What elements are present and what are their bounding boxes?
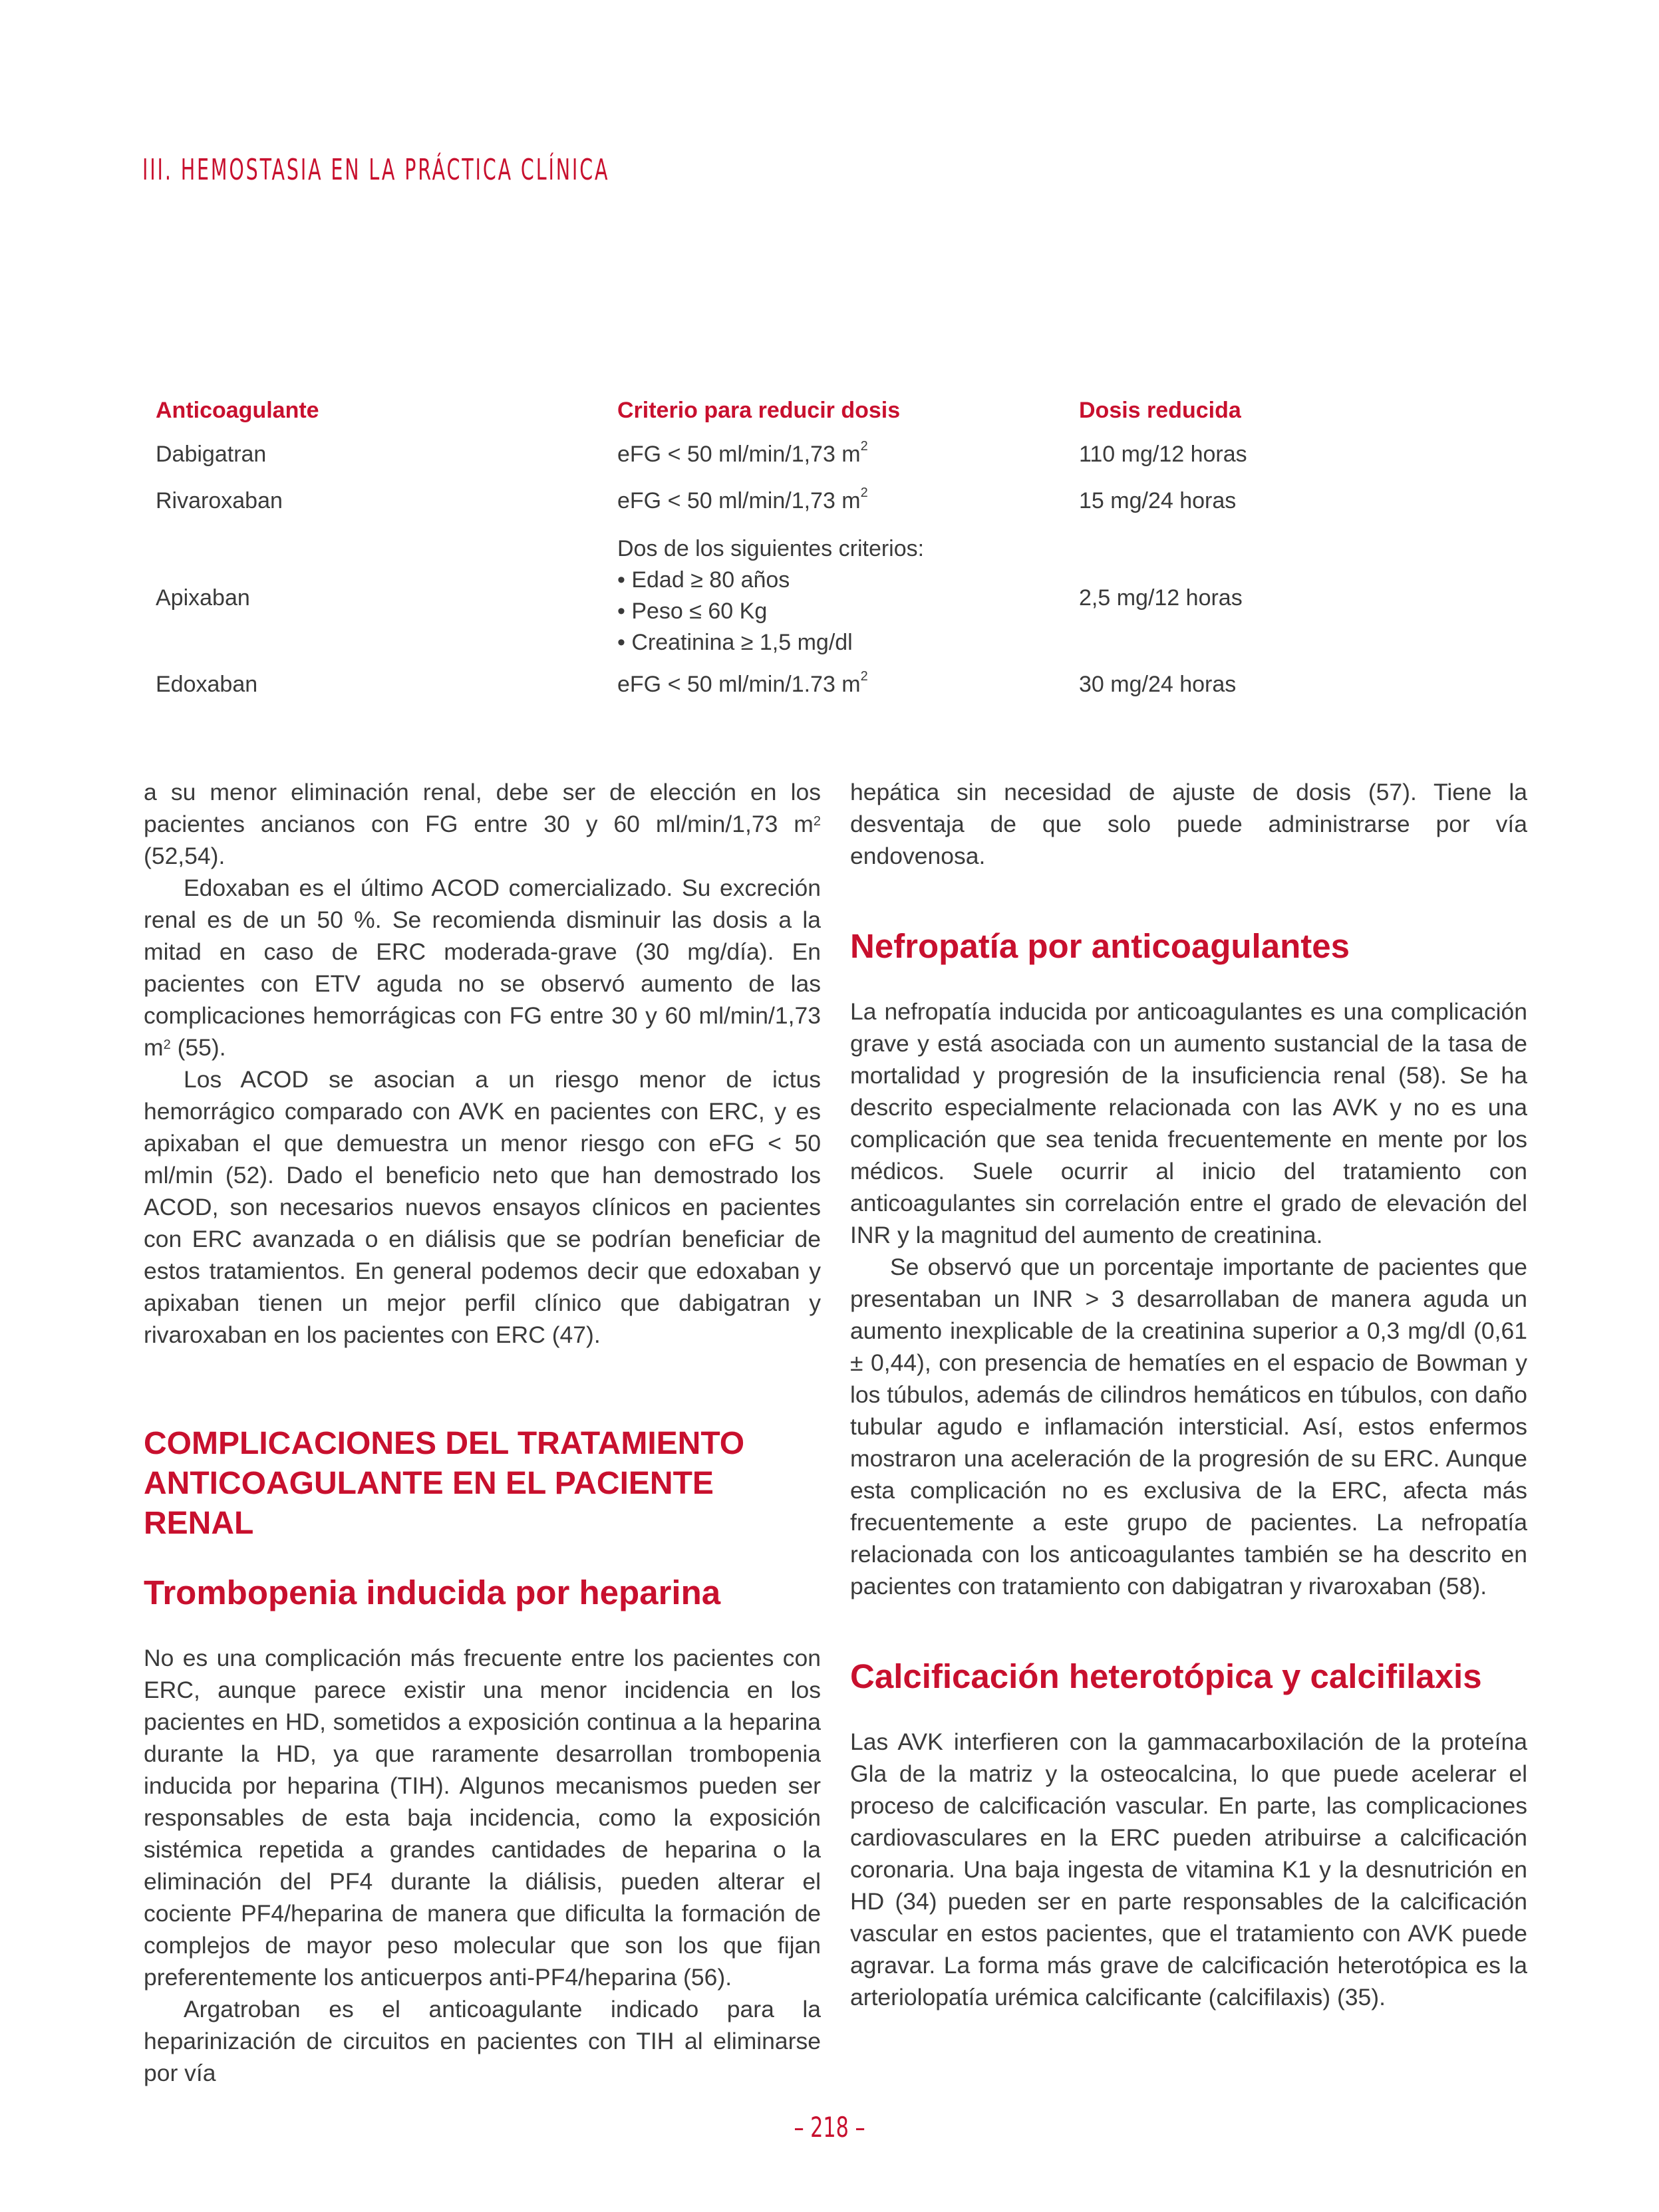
column-header-anticoagulant: Anticoagulante [156, 398, 319, 423]
criterion-line: • Creatinina ≥ 1,5 mg/dl [617, 630, 853, 655]
column-header-criterion: Criterio para reducir dosis [617, 398, 901, 423]
criterion-cell: eFG < 50 ml/min/1,73 $m^2$ [617, 485, 868, 513]
criterion-cell [617, 533, 924, 658]
dose-cell: 30 mg/24 horas [1079, 672, 1237, 697]
subsection-title-calcificacion: Calcificación heterotópica y calcifilaxis [850, 1657, 1482, 1695]
criterion-line: • Peso ≤ 60 Kg [617, 599, 768, 624]
column-header-dose: Dosis reducida [1079, 398, 1241, 423]
paragraph: Edoxaban es el último ACOD comercializado. Su excreción renal es de un 50 %. Se recomienda disminuir las dosis a la mitad en caso de ERC moderada-grave (30 mg/día). En pacientes con ETV aguda no se observó aumento de las complicaciones hemorrágicas con FG entre 30 y 60 ml/min/1,73 $m^2$ (55). [144, 875, 821, 1061]
table-row [156, 485, 1340, 533]
paragraph: hepática sin necesidad de ajuste de dosis (57). Tiene la desventaja de que solo puede administrarse por vía endovenosa. [850, 779, 1527, 869]
criterion-cell: eFG < 50 ml/min/1,73 $m^2$ [617, 439, 868, 467]
paragraph: a su menor eliminación renal, debe ser de elección en los pacientes ancianos con FG entre 30 y 60 ml/min/1,73 $m^2$ (52,54). [144, 779, 821, 869]
right-text-column [850, 776, 1527, 2013]
table-header-row [156, 398, 1340, 442]
table-row [156, 439, 1340, 488]
subsection-title-trombopenia: Trombopenia inducida por heparina [144, 1574, 721, 1611]
drug-name: Edoxaban [156, 672, 258, 697]
criterion-line: • Edad ≥ 80 años [617, 567, 790, 593]
paragraph: No es una complicación más frecuente entre los pacientes con ERC, aunque parece existir una menor incidencia en los pacientes en HD, sometidos a exposición continua a la heparina durante la HD, ya que raramente desarrollan trombopenia inducida por heparina (TIH). Algunos mecanismos pueden ser responsables de esta baja incidencia, como la exposición sistémica repetida a grandes cantidades de heparina o la eliminación del PF4 durante la diálisis, pueden alterar el cociente PF4/heparina de manera que dificulta la formación de complejos de mayor peso molecular que son los que fijan preferentemente los anticuerpos anti-PF4/heparina (56). [144, 1645, 821, 1991]
section-title: COMPLICACIONES DEL TRATAMIENTO ANTICOAGULANTE EN EL PACIENTE RENAL [144, 1426, 745, 1541]
paragraph: La nefropatía inducida por anticoagulantes es una complicación grave y está asociada con un aumento sustancial de la tasa de mortalidad y progresión de la insuficiencia renal (58). Se ha descrito especialmente relacionada con las AVK y no es una complicación que sea tenida frecuentemente en mente por los médicos. Suele ocurrir al inicio del tratamiento con anticoagulantes sin correlación entre el grado de elevación del INR y la magnitud del aumento de creatinina. [850, 998, 1527, 1248]
dose-reduction-table [156, 398, 1340, 718]
paragraph: Las AVK interfieren con la gammacarboxilación de la proteína Gla de la matriz y la osteocalcina, lo que puede acelerar el proceso de calcificación vascular. En parte, las complicaciones cardiovasculares en la ERC pueden atribuirse a calcificación coronaria. Una baja ingesta de vitamina K1 y la desnutrición en HD (34) pueden ser en parte responsables de la calcificación vascular en estos pacientes, que el tratamiento con AVK puede agravar. La forma más grave de calcificación heterotópica es la arteriolopatía urémica calcificante (calcifilaxis) (35). [850, 1728, 1527, 2010]
drug-name: Apixaban [156, 585, 250, 611]
paragraph: Argatroban es el anticoagulante indicado para la heparinización de circuitos en pacientes con TIH al eliminarse por vía [144, 1996, 821, 2086]
table-row [156, 669, 1340, 718]
drug-name: Dabigatran [156, 442, 267, 467]
running-header: III. HEMOSTASIA EN LA PRÁCTICA CLÍNICA [142, 153, 610, 187]
criterion-cell: eFG < 50 ml/min/1.73 $m^2$ [617, 669, 868, 697]
subsection-title-nefropatia: Nefropatía por anticoagulantes [850, 927, 1350, 965]
paragraph: Se observó que un porcentaje importante de pacientes que presentaban un INR > 3 desarrollaban de manera aguda un aumento inexplicable de la creatinina superior a 0,3 mg/dl (0,61 ± 0,44), con presencia de hematíes en el espacio de Bowman y los túbulos, además de cilindros hemáticos en túbulos, con daño tubular agudo e inflamación intersticial. Así, estos enfermos mostraron una aceleración de la progresión de su ERC. Aunque esta complicación no es exclusiva de la ERC, afecta más frecuentemente a este grupo de pacientes. La nefropatía relacionada con los anticoagulantes también se ha descrito en pacientes con tratamiento con dabigatran y rivaroxaban (58). [850, 1254, 1527, 1599]
dose-cell: 2,5 mg/12 horas [1079, 585, 1243, 611]
drug-name: Rivaroxaban [156, 488, 283, 513]
dose-cell: 15 mg/24 horas [1079, 488, 1237, 513]
paragraph: Los ACOD se asocian a un riesgo menor de ictus hemorrágico comparado con AVK en pacientes con ERC, y es apixaban el que demuestra un menor riesgo con eFG < 50 ml/min (52). Dado el beneficio neto que han demostrado los ACOD, son necesarios nuevos ensayos clínicos en pacientes con ERC avanzada o en diálisis que se podrían beneficiar de estos tratamientos. En general podemos decir que edoxaban y apixaban tienen un mejor perfil clínico que dabigatran y rivaroxaban en los pacientes con ERC (47). [144, 1066, 821, 1348]
table-row [156, 533, 1340, 672]
criterion-line: Dos de los siguientes criterios: [617, 536, 925, 561]
page-number: – 218 – [794, 2111, 865, 2143]
left-text-column [144, 776, 821, 2089]
dose-cell: 110 mg/12 horas [1079, 442, 1247, 467]
